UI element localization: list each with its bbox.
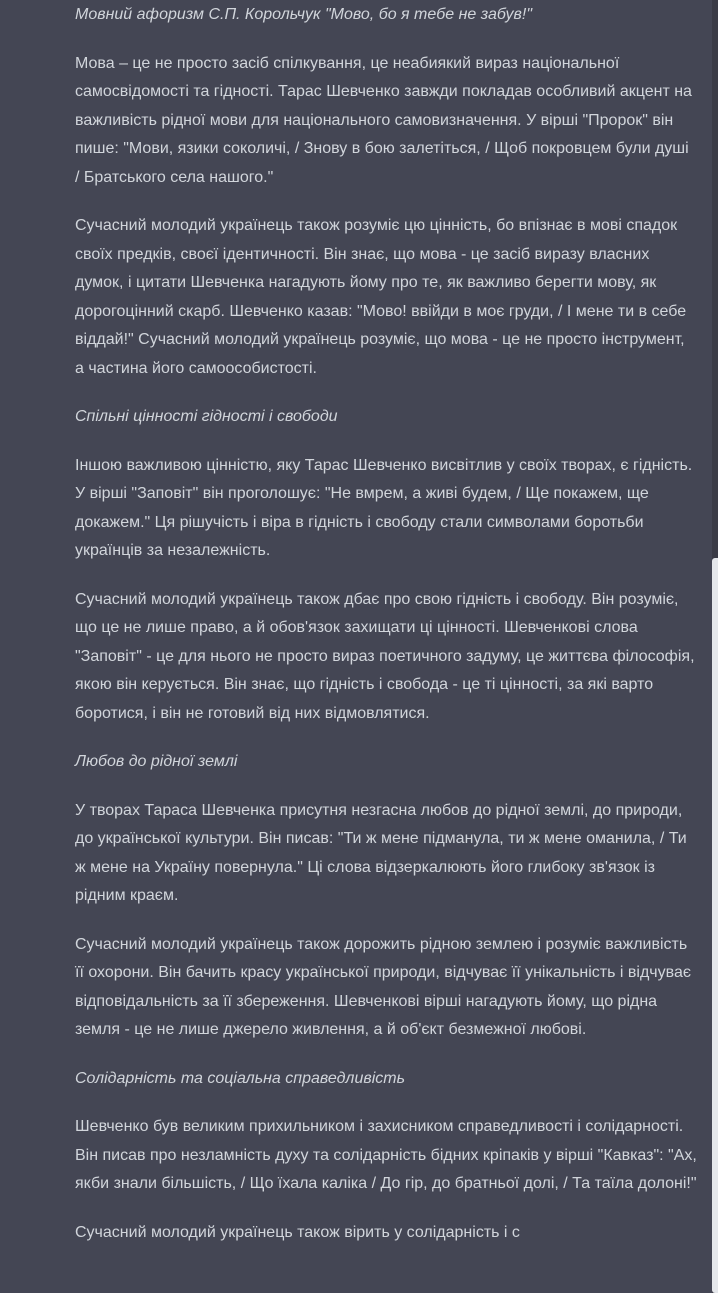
paragraph-solidarity: Шевченко був великим прихильником і захисником справедливості і солідарності. Він писав про незламність духу та солідарність бідних кріпаків у вірші "Кавказ": "Ах, якби знали більшість, / Що їхала каліка / До гір, до братньої долі, / Та таїла долоні!" [75,1118,697,1192]
paragraph-modern-youth-solidarity: Сучасний молодий українець також вірить у солідарність і с [75,1223,520,1241]
section-heading-quote: Мовний афоризм С.П. Корольчук "Мово, бо я тебе не забув!" [75,6,533,23]
scrollbar-thumb[interactable] [712,558,718,1293]
paragraph-language: Мова – це не просто засіб спілкування, це неабиякий вираз національної самосвідомості та гідності. Тарас Шевченко завжди покладав особливий акцент на важливість рідної мови для національного самовизначення. У вірші "Пророк" він пише: "Мови, язики соколичі, / Знову в бою залетіться, / Щоб покровцем були душі / Братського села нашого." [75,54,692,186]
section-heading-solidarity: Солідарність та соціальна справедливість [75,1069,405,1087]
section-heading-land: Любов до рідної землі [75,753,238,770]
section-heading-dignity: Спільні цінності гідності і свободи [75,408,338,425]
paragraph-modern-youth-land: Сучасний молодий українець також дорожить рідною землею і розуміє важливість її охорони. Він бачить красу української природи, відчуває її унікальність і відчуває відповідальність за її збереження. Шевченкові вірші нагадують йому, що рідна земля - це не лише джерело живлення, а й об'єкт безмежної любові. [75,935,692,1038]
paragraph-modern-youth-language: Сучасний молодий українець також розуміє цю цінність, бо впізнає в мові спадок своїх предків, своєї ідентичності. Він знає, що мова - це засіб виразу власних думок, і цитати Шевченка нагадують йому про те, як важливо берегти мову, як дорогоцінний скарб. Шевченко казав: "Мово! ввійди в моє груди, / І мене ти в себе віддай!" Сучасний молодий українець розуміє, що мова - це не просто інструмент, а частина його самоособистості. [75,217,687,377]
paragraph-modern-youth-dignity: Сучасний молодий українець також дбає про свою гідність і свободу. Він розуміє, що це не лише право, а й обов'язок захищати ці цінності. Шевченкові слова "Заповіт" - це для нього не просто вираз поетичного задуму, це життєва філософія, якою він керується. Він знає, що гідність і свобода - це ті цінності, за які варто боротися, і він не готовий від них відмовлятися. [75,590,695,722]
paragraph-land: У творах Тараса Шевченка присутня незгасна любов до рідної землі, до природи, до української культури. Він писав: "Ти ж мене підманула, ти ж мене оманила, / Ти ж мене на Україну повернула." Ці слова відзеркалюють його глибоку зв'язок із рідним краєм. [75,801,687,904]
paragraph-dignity: Іншою важливою цінністю, яку Тарас Шевченко висвітлив у своїх творах, є гідність. У вірші "Заповіт" він проголошує: "Не вмрем, а живі будем, / Ще покажем, ще докажем." Ця рішучість і віра в гідність і свободу стали символами боротьби українців за незалежність. [75,456,693,559]
chat-message-body [75,0,697,1267]
